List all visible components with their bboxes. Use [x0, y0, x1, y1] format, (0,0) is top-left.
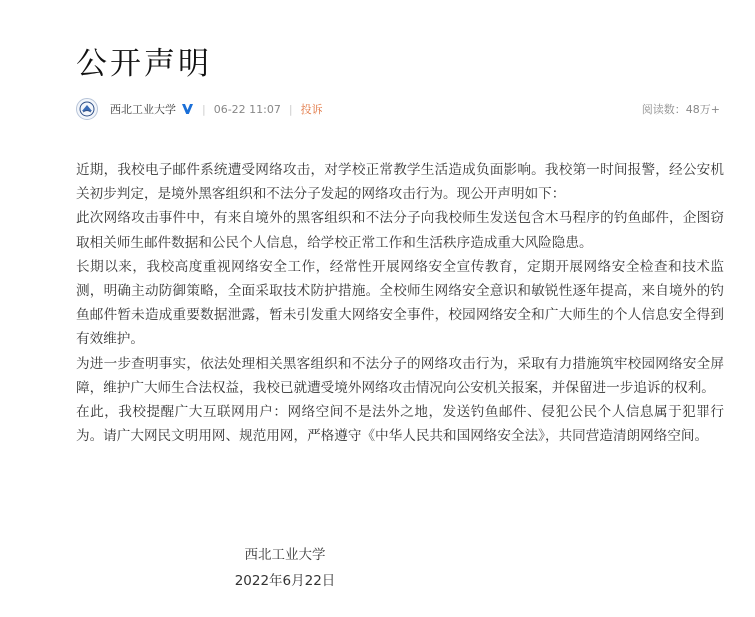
paragraph: 在此，我校提醒广大互联网用户：网络空间不是法外之地，发送钓鱼邮件、侵犯公民个人信息属于犯罪行为。请广大网民文明用网、规范用网，严格遵守《中华人民共和国网络安全法》，共同营造清朗网络空间。	[76, 404, 724, 445]
publish-date: 06-22 11:07	[213, 102, 281, 116]
signature-org: 西北工业大学	[244, 547, 326, 563]
read-count: 阅读数：48万+	[641, 103, 720, 116]
university-seal-icon[interactable]	[76, 98, 98, 120]
signature-date: 2022年6月22日	[234, 573, 336, 589]
paragraph: 近期，我校电子邮件系统遭受网络攻击，对学校正常教学生活造成负面影响。我校第一时间报警，经公安机关初步判定，是境外黑客组织和不法分子发起的网络攻击行为。现公开声明如下：	[76, 162, 724, 203]
meta-divider: |	[288, 102, 293, 116]
page-title: 公开声明	[76, 46, 212, 82]
signature-block	[0, 542, 570, 594]
paragraph: 此次网络攻击事件中，有来自境外的黑客组织和不法分子向我校师生发送包含木马程序的钓鱼邮件，企图窃取相关师生邮件数据和公民个人信息，给学校正常工作和生活秩序造成重大风险隐患。	[76, 210, 724, 251]
report-link[interactable]: 投诉	[300, 103, 323, 116]
paragraph: 为进一步查明事实，依法处理相关黑客组织和不法分子的网络攻击行为，采取有力措施筑牢校园网络安全屏障，维护广大师生合法权益，我校已就遭受境外网络攻击情况向公安机关报案，并保留进一步追诉的权利。	[76, 355, 724, 396]
article-body	[76, 158, 724, 448]
article-meta	[76, 96, 720, 122]
verified-v-icon	[181, 103, 194, 115]
author-name[interactable]: 西北工业大学	[110, 103, 176, 116]
paragraph: 长期以来，我校高度重视网络安全工作，经常性开展网络安全宣传教育，定期开展网络安全检查和技术监测，明确主动防御策略，全面采取技术防护措施。全校师生网络安全意识和敏锐性逐年提高，来自境外的钓鱼邮件暂未造成重要数据泄露，暂未引发重大网络安全事件，校园网络安全和广大师生的个人信息安全得到有效维护。	[76, 258, 724, 348]
meta-divider: |	[202, 102, 206, 116]
